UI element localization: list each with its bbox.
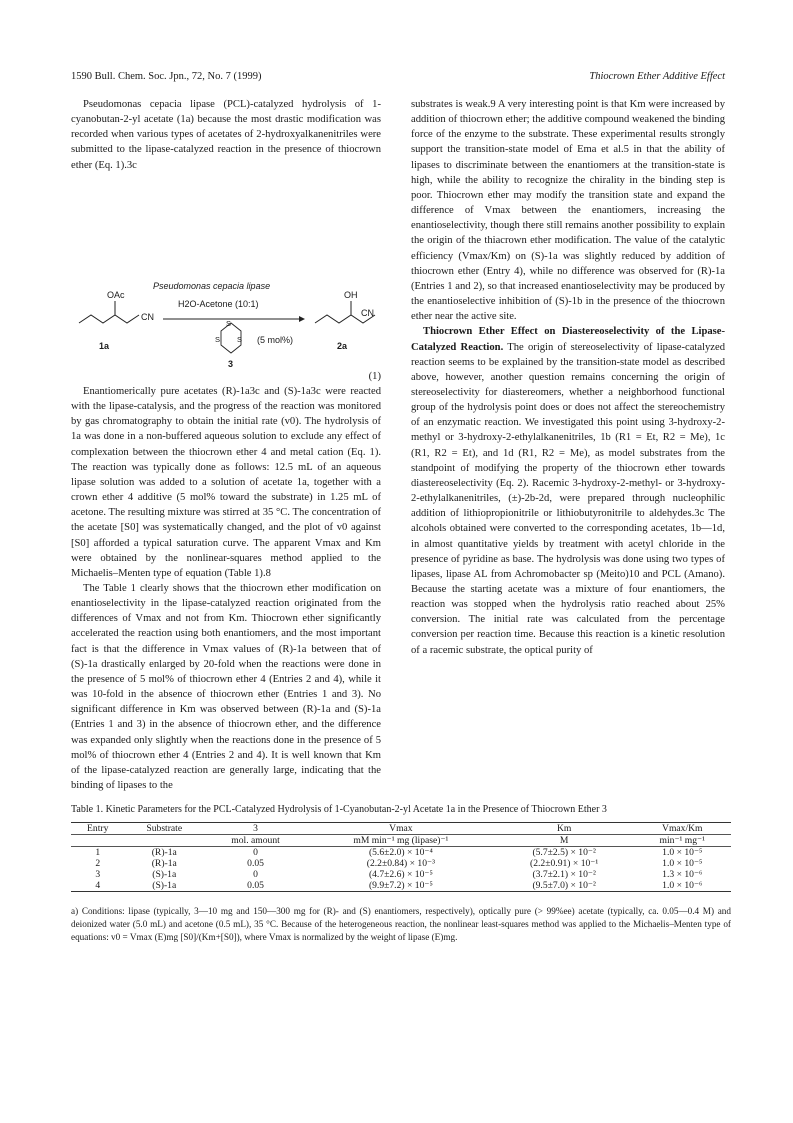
table-subheader-row	[71, 835, 731, 847]
table-cell: 0.05	[204, 880, 307, 892]
table-header: Entry	[71, 823, 124, 835]
arrow-head	[299, 316, 305, 322]
sulfur-label: S	[237, 334, 243, 344]
table-header: Vmax/Km	[634, 823, 731, 835]
table-cell: (2.2±0.84) × 10⁻³	[366, 858, 435, 869]
scheme-drawing	[71, 175, 381, 365]
table-cell: (S)-1a	[152, 869, 177, 880]
running-header-journal: 1590 Bull. Chem. Soc. Jpn., 72, No. 7 (1999)	[71, 71, 262, 82]
table-subheader	[124, 835, 204, 847]
running-header-title: Thiocrown Ether Additive Effect	[589, 71, 725, 82]
table-row	[71, 880, 731, 892]
enzyme-label: Pseudomonas cepacia lipase	[153, 280, 271, 291]
table-header: Substrate	[124, 823, 204, 835]
table-cell: 1.0 × 10⁻⁵	[634, 847, 731, 859]
table-cell: (5.7±2.5) × 10⁻²	[495, 847, 634, 859]
table-header: Km	[495, 823, 634, 835]
table-cell: 1.0 × 10⁻⁶	[634, 880, 731, 892]
paragraph: Enantiomerically pure acetates (R)-1a3c and (S)-1a3c were reacted with the lipase-catalysis, and the progress of the reaction was monitored by gas chromatography to obtain the initial rate (v0). The hydrolysis of 1a was done in a non-buffered aqueous solution to exclude any effect of complexation between the thiocrown ether 4 and metal cation (Eq. 1). The reaction was typically done as follows: 12.5 mL of an aqueous lipase solution was added to a solution of acetate 1a, together with a crown ether 4 additive (5 mol% toward the substrate) in 1.25 mL of acetone. The resulting mixture was stirred at 35 °C. The concentration of the acetate [S0] was systematically changed, and the plot of v0 against [S0] afforded a typical saturation curve. The apparent Vmax and Km were obtained by the nonlinear-squares method applied to the Michaelis–Menten type of equation (Table 1).8	[71, 385, 381, 579]
cn-label-prod: CN	[361, 307, 374, 318]
table-subheader	[71, 835, 124, 847]
section-heading: Thiocrown Ether Effect on Diastereoselectivity of the Lipase-Catalyzed Reaction.	[411, 326, 725, 353]
table-footnote: a) Conditions: lipase (typically, 3—10 mg and 150—300 mg for (R)- and (S) enantiomers, respectively), optically pure (> 99%ee) acetate (typically, ca. 0.05—0.4 M) and deionized water (5.0 mL) and acetone (0.5 mL), 35 °C. Because of the heterogeneous reaction, the nonlinear least-squares method was applied to the Michaelis–Menten type of equations: v0 = Vmax (E)mg [S0]/(Km+[S0]), where Vmax is normalized by the weight of lipase (E)mg.	[71, 906, 731, 942]
paragraph: substrates is weak.9 A very interesting point is that Km were increased by addition of thiocrown ether; the additive compound weakened the binding force of the enzyme to the substrate. These experimental results strongly support the transition-state model of Ema et al.5 in that the ability of lipases to discriminate between the enantiomers at the transition-state is high, while the ability to recognize the chirality in the binding step is poor. Thiocrown ether may modify the transition state and expand the difference of Vmax between the enantiomers, increasing the enantioselectivity, though there still remains another possibility to explain the origin of the thiacrown ether modification. The value of the catalytic efficiency (Vmax/Km) on (S)-1a was slightly reduced by addition of thiocrown ether (Entry 4), while no difference was observed for (R)-1a (Entries 1 and 2), so that increased enantioselectivity may be produced by the enantioselective inhibition of (S)-1b in the presence of the thiocrown ether near the active site.	[411, 99, 725, 323]
oh-label: OH	[344, 289, 358, 300]
additive-compound-label: 3	[228, 358, 234, 369]
paragraph: Pseudomonas cepacia lipase (PCL)-catalyzed hydrolysis of 1-cyanobutan-2-yl acetate (1a) because the most drastic modification was recorded when various types of acetates of 2-hydroxyalkanenitriles were submitted to the lipase-catalyzed reaction in the presence of thiocrown ether (Eq. 1).3c	[71, 99, 381, 171]
sm-compound-label: 1a	[99, 340, 110, 351]
table-cell: (5.6±2.0) × 10⁻⁴	[307, 847, 495, 859]
table-cell: (2.2±0.91) × 10⁻¹	[530, 858, 599, 869]
kinetic-table	[71, 822, 731, 892]
table-subheader: mol. amount	[204, 835, 307, 847]
paragraph: The origin of stereoselectivity of lipase-catalyzed reaction seems to be explained by the transition-state model as described above, however, another question remains concerning the origin of stereoselectivity for diastereomers, whether a neighborhood functional group of the hydrolysis point does or does not affect the stereochemistry of an enzymatic reaction. We investigated this point using 3-hydroxy-2-methyl or 3-hydroxy-2-ethylalkanenitriles, 1b (R1 = Et, R2 = Me), 1c (R1, R2 = Et), and 1d (R1, R2 = Me), as model substrates from the standpoint of modifying the property of the thiocrown ether towards diastereoselectivity (Eq. 2). Racemic 3-hydroxy-2-methyl- or 3-hydroxy-2-ethylalkanenitriles, (±)-2b-2d, were prepared through nucleophilic addition of lithiopropionitrile or lithiobutyronitrile to aldehydes.3c The alcohols obtained were converted to the corresponding acetates, 1b—1d, in almost quantitative yields by treatment with acetyl chloride in the presence of pyridine as base. The hydrolysis was done using two types of lipases, lipase AL from Achromobacter sp (Meito)10 and PCL (Amano). Because the starting acetate was a mixture of four enantiomers, the reaction was stopped when the hydrolysis ratio reached about 25% conversion. The initial rate was calculated from the percentage conversion per reaction time. Because this reaction is a kinetic resolution of a racemic substrate, the optical purity of	[411, 341, 725, 656]
table-cell: 1.3 × 10⁻⁶	[662, 869, 703, 880]
equation-number: (1)	[368, 370, 381, 382]
table-cell: (4.7±2.6) × 10⁻⁵	[368, 869, 433, 880]
solvent-label: H2O-Acetone (10:1)	[178, 298, 259, 309]
table-cell: (9.9±7.2) × 10⁻⁵	[307, 880, 495, 892]
table-cell: (S)-1a	[124, 880, 204, 892]
table-cell: (9.5±7.0) × 10⁻²	[495, 880, 634, 892]
table-row	[71, 869, 731, 880]
table-cell: 0	[253, 869, 258, 880]
table-header-row	[71, 823, 731, 835]
table-cell: 4	[71, 880, 124, 892]
sulfur-label: S	[226, 318, 232, 328]
table-subheader: mM min⁻¹ mg (lipase)⁻¹	[307, 835, 495, 847]
sm-skeleton	[79, 315, 139, 323]
paragraph: The Table 1 clearly shows that the thiocrown ether modification on enantioselectivity in the lipase-catalyzed reaction originated from the differences of Vmax and not from Km. Thiocrown ether significantly accelerated the reaction using both enantiomers, and the most important fact is that the difference in Vmax values of (R)-1a between that of (S)-1a drastically enlarged by 20-fold when the reactions were done in the presence of 5 mol% of thiocrown ether 4 (Entries 2 and 4), while it was 10-fold in the absence of thiocrown ether (Entries 1 and 3). No significant difference in Km was observed between (R)-1a and (S)-1a (Entries 1 and 3) in the absence of thiocrown ether, and the difference was expanded only slightly when the reactions done in the presence of 5 mol% of thiocrown ether 4 (Entries 2 and 4). It is well known that Km of the lipase-catalyzed reaction are generally large, indicating that the binding of lipases to the	[71, 582, 381, 791]
table-row	[71, 847, 731, 859]
table-cell: (3.7±2.1) × 10⁻²	[532, 869, 596, 880]
left-column	[71, 97, 381, 793]
table-cell: 0	[204, 847, 307, 859]
oac-label: OAc	[107, 289, 125, 300]
table-cell: 3	[95, 869, 101, 880]
table-cell: 1.0 × 10⁻⁵	[662, 858, 703, 869]
additive-amount: (5 mol%)	[257, 334, 294, 345]
prod-compound-label: 2a	[337, 340, 348, 351]
table-subheader: min⁻¹ mg⁻¹	[634, 835, 731, 847]
table-header: Vmax	[307, 823, 495, 835]
table-cell: 0.05	[247, 858, 264, 869]
sulfur-label: S	[215, 334, 221, 344]
cn-label-sm: CN	[141, 311, 154, 322]
table-cell: (R)-1a	[124, 847, 204, 859]
table-row	[71, 858, 731, 869]
table-cell: 1	[71, 847, 124, 859]
table-cell: (R)-1a	[151, 858, 177, 869]
table-cell: 2	[95, 858, 101, 869]
table-subheader: M	[495, 835, 634, 847]
table-caption: Table 1. Kinetic Parameters for the PCL-Catalyzed Hydrolysis of 1-Cyanobutan-2-yl Acetate 1a in the Presence of Thiocrown Ether 3	[71, 804, 607, 815]
reaction-scheme	[71, 175, 381, 369]
table-header: 3	[204, 823, 307, 835]
right-column	[411, 97, 725, 658]
